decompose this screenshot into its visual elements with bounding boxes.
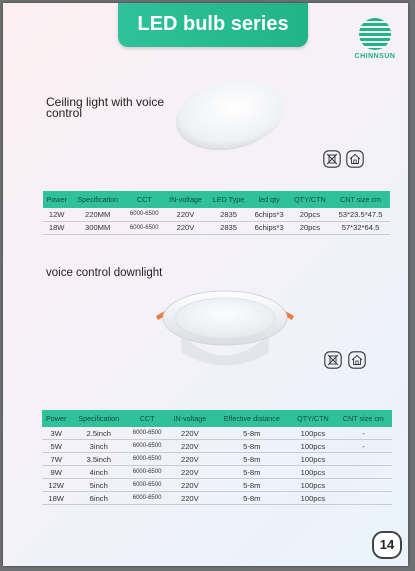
table-header-row — [43, 191, 390, 208]
cell-effective-distance: 5-8m — [213, 466, 291, 479]
logo-text: CHINNSUN — [354, 53, 396, 60]
header-specification: Specification — [70, 410, 127, 427]
header-cnt-size: CNT size cm — [331, 191, 390, 208]
cell-cct: 6000-6500 — [127, 479, 167, 492]
cell-qty-ctn: 100pcs — [291, 427, 335, 440]
header-led-type: LED Type — [207, 191, 249, 208]
table-row — [42, 427, 392, 440]
downlight-spec-table — [42, 410, 392, 505]
cell-cnt-size: 57*32*64.5 — [331, 221, 390, 235]
table-row — [43, 221, 390, 235]
cell-effective-distance: 5-8m — [213, 453, 291, 466]
table-row — [42, 466, 392, 479]
cell-specification: 220MM — [70, 208, 125, 221]
cell-power: 5W — [42, 440, 70, 453]
header-power: Power — [42, 410, 70, 427]
cell-qty-ctn: 20pcs — [289, 221, 331, 235]
cell-qty-ctn: 100pcs — [291, 453, 335, 466]
table-row — [42, 453, 392, 466]
cell-effective-distance: 5-8m — [213, 427, 291, 440]
house-icon — [346, 150, 364, 168]
cell-qty-ctn: 100pcs — [291, 479, 335, 492]
cell-in-voltage: 220V — [167, 427, 213, 440]
section-title-ceiling-light: Ceiling light with voice control — [46, 95, 165, 120]
header-power: Power — [43, 191, 70, 208]
table-header-row — [42, 410, 392, 427]
cell-led-qty: 6chips*3 — [250, 221, 289, 235]
cell-specification: 3.5inch — [70, 453, 127, 466]
cell-cnt-size — [335, 479, 392, 492]
ceiling-light-image — [168, 73, 288, 153]
chinnsun-logo — [350, 15, 400, 67]
globe-icon — [350, 15, 400, 55]
house-icon — [348, 351, 366, 369]
cell-specification: 300MM — [70, 221, 125, 235]
page-title: LED bulb series — [118, 3, 308, 47]
cell-power: 12W — [42, 479, 70, 492]
cell-cnt-size — [335, 453, 392, 466]
cell-qty-ctn: 20pcs — [289, 208, 331, 221]
cell-specification: 3inch — [70, 440, 127, 453]
cell-cct: 6000-6500 — [127, 427, 167, 440]
cell-in-voltage: 220V — [167, 453, 213, 466]
header-in-voltage: IN-voltage — [167, 410, 213, 427]
table-row — [43, 208, 390, 221]
header-cct: CCT — [125, 191, 164, 208]
cell-power: 12W — [43, 208, 70, 221]
cell-specification: 4inch — [70, 466, 127, 479]
cell-qty-ctn: 100pcs — [291, 466, 335, 479]
cell-led-qty: 6chips*3 — [250, 208, 289, 221]
header-cct: CCT — [127, 410, 167, 427]
cell-power: 7W — [42, 453, 70, 466]
cell-power: 18W — [43, 221, 70, 235]
cell-effective-distance: 5-8m — [213, 492, 291, 505]
cell-in-voltage: 220V — [167, 440, 213, 453]
cell-in-voltage: 220V — [167, 466, 213, 479]
cell-cct: 6000-6500 — [127, 453, 167, 466]
weee-crossed-bin-icon — [324, 351, 342, 369]
cell-led-type: 2835 — [207, 221, 249, 235]
cell-power: 9W — [42, 466, 70, 479]
cell-power: 3W — [42, 427, 70, 440]
header-specification: Specification — [70, 191, 125, 208]
cell-cnt-size: - — [335, 440, 392, 453]
cell-cct: 6000-6500 — [127, 440, 167, 453]
ceiling-light-spec-table — [43, 191, 390, 235]
header-qty-ctn: QTY/CTN — [291, 410, 335, 427]
cell-specification: 5inch — [70, 479, 127, 492]
header-effective-distance: Effective distance — [213, 410, 291, 427]
cell-specification: 2.5inch — [70, 427, 127, 440]
cell-cnt-size: 53*23.5*47.5 — [331, 208, 390, 221]
cell-led-type: 2835 — [207, 208, 249, 221]
cell-effective-distance: 5-8m — [213, 479, 291, 492]
cell-cct: 6000-6500 — [127, 492, 167, 505]
cell-specification: 6inch — [70, 492, 127, 505]
catalog-page — [3, 3, 408, 566]
cell-cct: 6000-6500 — [125, 208, 164, 221]
table-row — [42, 492, 392, 505]
cell-cnt-size — [335, 492, 392, 505]
cell-cnt-size — [335, 466, 392, 479]
header-led-qty: led qty — [250, 191, 289, 208]
cell-qty-ctn: 100pcs — [291, 440, 335, 453]
header-in-voltage: IN-voltage — [164, 191, 208, 208]
table-row — [42, 479, 392, 492]
header-cnt-size: CNT size cm — [335, 410, 392, 427]
page-number-badge: 14 — [372, 531, 402, 559]
cell-in-voltage: 220V — [167, 492, 213, 505]
weee-crossed-bin-icon — [323, 150, 341, 168]
section-title-downlight: voice control downlight — [46, 267, 163, 279]
cell-cct: 6000-6500 — [125, 221, 164, 235]
table-row — [42, 440, 392, 453]
cell-in-voltage: 220V — [164, 221, 208, 235]
cell-qty-ctn: 100pcs — [291, 492, 335, 505]
cell-effective-distance: 5-8m — [213, 440, 291, 453]
cell-cnt-size: - — [335, 427, 392, 440]
downlight-image — [150, 278, 300, 378]
cell-in-voltage: 220V — [167, 479, 213, 492]
cell-cct: 6000-6500 — [127, 466, 167, 479]
cell-power: 18W — [42, 492, 70, 505]
header-qty-ctn: QTY/CTN — [289, 191, 331, 208]
cell-in-voltage: 220V — [164, 208, 208, 221]
